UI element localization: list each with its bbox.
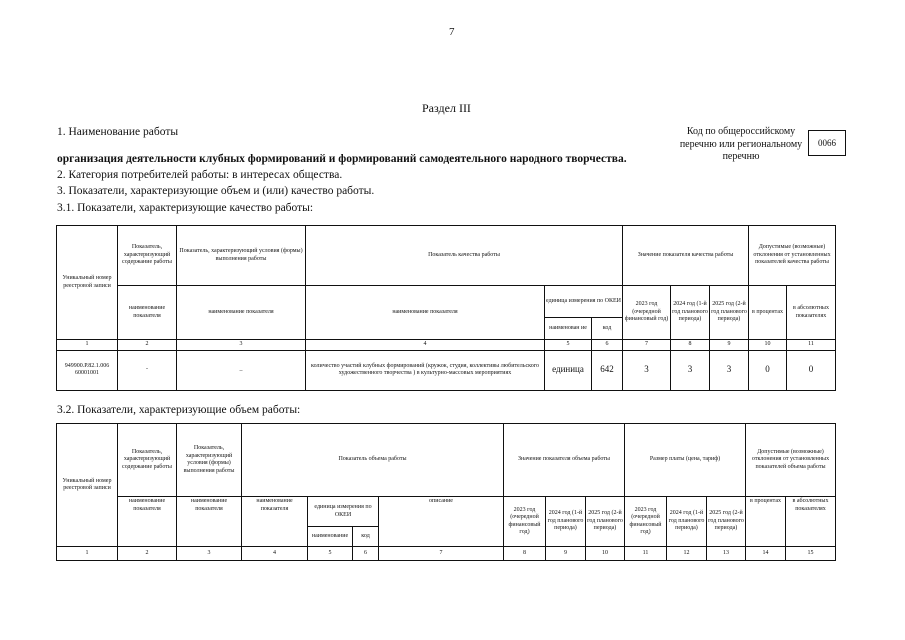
quality-col-number: 6 <box>592 340 623 351</box>
section-title: Раздел III <box>422 101 471 115</box>
quality-table <box>56 225 836 391</box>
quality-section-title: 3.1. Показатели, характеризующие качество работы: <box>57 202 314 214</box>
quality-header-2025: 2025 год (2-й год планового периода) <box>710 286 749 340</box>
quality-col-number: 3 <box>177 340 306 351</box>
quality-col-number: 2 <box>118 340 177 351</box>
volume-col-number: 2 <box>118 547 177 561</box>
fee-header-2023: 2023 год (очередной финансовый год) <box>625 497 667 547</box>
volume-header-indicator: Показатель объема работы <box>242 424 504 497</box>
quality-col-number: 11 <box>787 340 836 351</box>
volume-col-number: 15 <box>786 547 836 561</box>
quality-header-percent: в процентах <box>749 286 787 340</box>
quality-header-indicator: Показатель качества работы <box>306 226 623 286</box>
quality-col-number: 4 <box>306 340 545 351</box>
quality-header-absolute: в абсолютных показателях <box>787 286 836 340</box>
volume-header-unit: единица измерения по ОКЕИ <box>308 497 379 527</box>
quality-col-number: 5 <box>545 340 592 351</box>
volume-header-2024: 2024 год (1-й год планового периода) <box>546 497 586 547</box>
volume-header-unit-code: код <box>353 527 379 547</box>
volume-col-number: 1 <box>57 547 118 561</box>
quality-row-code: 642 <box>592 350 623 390</box>
quality-header-deviation: Допустимые (возможные) отклонения от установленных показателей качества работы <box>749 226 836 286</box>
quality-header-2024: 2024 год (1-й год планового периода) <box>671 286 710 340</box>
quality-row-indicator: количество участий клубных формирований (кружок, студия, коллективы любительского художественного творчества ) в культурно-массовых мероприятиях <box>306 350 545 390</box>
volume-header-deviation: Допустимые (возможные) отклонения от установленных показателей объема работы <box>746 424 836 497</box>
volume-col-number: 7 <box>379 547 504 561</box>
volume-col-number: 3 <box>177 547 242 561</box>
volume-header-unit-name: наименование <box>308 527 353 547</box>
quality-row-unit: единица <box>545 350 592 390</box>
volume-header-registry: Уникальный номер реестровой записи <box>57 424 118 547</box>
volume-col-number: 4 <box>242 547 308 561</box>
volume-col-number: 6 <box>353 547 379 561</box>
quality-header-conditions: Показатель, характеризующий условия (формы) выполнения работы <box>177 226 306 286</box>
quality-row-content: - <box>118 350 177 390</box>
quality-header-unit-name: наименован ие <box>545 318 592 340</box>
volume-header-content: Показатель, характеризующий содержание работы <box>118 424 177 497</box>
quality-header-conditions-name: наименование показателя <box>177 286 306 340</box>
quality-header-values: Значение показателя качества работы <box>623 226 749 286</box>
volume-header-description: описание <box>379 497 504 547</box>
fee-header-2024: 2024 год (1-й год планового периода) <box>667 497 707 547</box>
volume-header-percent: в процентах <box>746 497 786 547</box>
work-name-label: 1. Наименование работы <box>57 126 179 138</box>
code-box: 0066 <box>808 130 846 156</box>
volume-col-number: 5 <box>308 547 353 561</box>
quality-header-2023: 2023 год (очередной финансовый год) <box>623 286 671 340</box>
indicators-line: 3. Показатели, характеризующие объем и (или) качество работы. <box>57 185 375 197</box>
volume-col-number: 13 <box>707 547 746 561</box>
quality-header-registry: Уникальный номер реестровой записи <box>57 226 118 340</box>
quality-header-content: Показатель, характеризующий содержание работы <box>118 226 177 286</box>
fee-header-2025: 2025 год (2-й год планового периода) <box>707 497 746 547</box>
volume-col-number: 8 <box>504 547 546 561</box>
quality-row-2023: 3 <box>623 350 671 390</box>
volume-header-values: Значение показателя объема работы <box>504 424 625 497</box>
volume-header-conditions-name: наименование показателя <box>177 497 242 547</box>
volume-col-number: 10 <box>586 547 625 561</box>
volume-header-content-name: наименование показателя <box>118 497 177 547</box>
volume-header-indicator-name: наименование показателя <box>242 497 308 547</box>
volume-section-title: 3.2. Показатели, характеризующие объем работы: <box>57 404 301 416</box>
quality-row-registry: 949900.Р.82.1.006 60001001 <box>57 350 118 390</box>
volume-col-number: 9 <box>546 547 586 561</box>
quality-row-2025: 3 <box>710 350 749 390</box>
volume-header-2023: 2023 год (очередной финансовый год) <box>504 497 546 547</box>
volume-table <box>56 423 836 561</box>
quality-row-absolute: 0 <box>787 350 836 390</box>
volume-col-number: 11 <box>625 547 667 561</box>
volume-header-fee: Размер платы (цена, тариф) <box>625 424 746 497</box>
category-line: 2. Категория потребителей работы: в интересах общества. <box>57 169 343 181</box>
volume-col-number: 14 <box>746 547 786 561</box>
quality-row-conditions: _ <box>177 350 306 390</box>
quality-header-content-name: наименование показателя <box>118 286 177 340</box>
volume-header-conditions: Показатель, характеризующий условия (формы) выполнения работы <box>177 424 242 497</box>
volume-header-absolute: в абсолютных показателях <box>786 497 836 547</box>
code-label: Код по общероссийскому перечню или региональному перечню <box>679 126 803 162</box>
quality-row-2024: 3 <box>671 350 710 390</box>
quality-col-number: 1 <box>57 340 118 351</box>
quality-row-percent: 0 <box>749 350 787 390</box>
quality-col-number: 8 <box>671 340 710 351</box>
volume-header-2025: 2025 год (2-й год планового периода) <box>586 497 625 547</box>
quality-header-indicator-name: наименование показателя <box>306 286 545 340</box>
page-number: 7 <box>449 26 455 38</box>
work-name-value: организация деятельности клубных формирований и формирований самодеятельного народного творчества. <box>57 153 627 165</box>
quality-header-unit-code: код <box>592 318 623 340</box>
quality-col-number: 9 <box>710 340 749 351</box>
quality-col-number: 10 <box>749 340 787 351</box>
quality-header-unit: единица измерения по ОКЕИ <box>545 286 623 318</box>
volume-col-number: 12 <box>667 547 707 561</box>
quality-col-number: 7 <box>623 340 671 351</box>
